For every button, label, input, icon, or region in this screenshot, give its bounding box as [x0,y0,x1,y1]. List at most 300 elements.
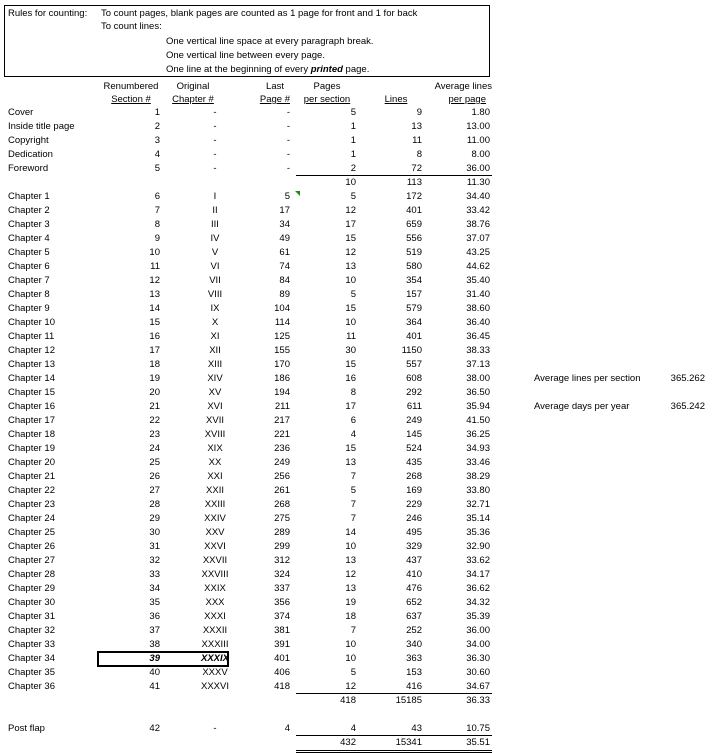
cell-pages: 7 [350,625,356,636]
cell-pages: 5 [350,485,356,496]
cell-lines: 524 [406,443,422,454]
cell-last: 374 [274,611,290,622]
cell-lines: 8 [416,149,422,160]
cell-sec: 1 [154,107,160,118]
cell-name: Chapter 33 [8,639,56,650]
cell-sec: 17 [149,345,160,356]
cell-avg: 36.50 [466,387,490,398]
cell-orig: XXV [205,527,225,538]
cell-avg: 32.71 [466,499,490,510]
cell-lines: 15341 [395,737,422,748]
header-average: Average lines per page [434,81,492,105]
cell-name: Chapter 29 [8,583,56,594]
selected-cell-range[interactable] [97,651,229,667]
cell-last: 268 [274,499,290,510]
cell-orig: - [213,121,217,132]
cell-sec: 20 [149,387,160,398]
cell-last: 114 [274,317,290,328]
cell-name: Chapter 4 [8,233,50,244]
cell-last: 194 [274,387,290,398]
header-lines: Lines [384,94,408,105]
cell-orig: XXIX [204,583,226,594]
cell-orig: - [213,163,217,174]
table-row [0,120,714,134]
cell-lines: 401 [406,205,422,216]
cell-lines: 113 [406,177,422,188]
cell-last: 17 [279,205,290,216]
cell-orig: XXXIII [201,639,229,650]
table-row [0,162,714,176]
total-rule [296,735,492,736]
table-row [0,148,714,162]
cell-pages: 1 [350,149,356,160]
cell-lines: 652 [406,597,422,608]
cell-name: Chapter 34 [8,653,56,664]
cell-pages: 15 [345,359,356,370]
cell-lines: 611 [406,401,422,412]
cell-orig: II [212,205,218,216]
cell-lines: 556 [406,233,422,244]
cell-name: Chapter 19 [8,443,56,454]
cell-pages: 5 [350,107,356,118]
cell-avg: 36.45 [466,331,490,342]
cell-pages: 7 [350,471,356,482]
cell-name: Chapter 31 [8,611,56,622]
cell-lines: 11 [412,135,422,146]
avg-days-per-year-label: Average days per year [534,401,630,412]
cell-last: - [286,163,290,174]
cell-orig: XXII [206,485,224,496]
cell-sec: 23 [149,429,160,440]
cell-orig: XXVII [202,555,228,566]
cell-last: 275 [274,513,290,524]
cell-sec: 40 [149,667,160,678]
cell-sec: 19 [149,373,160,384]
cell-orig: VI [210,261,220,272]
cell-lines: 637 [406,611,422,622]
cell-orig: XXXV [202,667,228,678]
cell-sec: 25 [149,457,160,468]
header-pages: Pages per section [303,81,351,105]
cell-sec: 39 [149,653,160,664]
cell-name: Chapter 32 [8,625,56,636]
cell-orig: VII [209,275,221,286]
table-row [0,204,714,218]
cell-name: Chapter 25 [8,527,56,538]
cell-name: Chapter 23 [8,499,56,510]
cell-avg: 1.80 [471,107,490,118]
cell-avg: 35.51 [466,737,490,748]
table-row [0,554,714,568]
table-row [0,680,714,694]
cell-orig: XXXVI [201,681,229,692]
cell-avg: 37.07 [466,233,490,244]
cell-avg: 35.36 [466,527,490,538]
cell-last: 34 [279,219,290,230]
cell-orig: XXVIII [201,569,229,580]
cell-sec: 12 [149,275,160,286]
cell-name: Chapter 15 [8,387,56,398]
cell-pages: 18 [345,611,356,622]
cell-orig: XI [210,331,220,342]
cell-lines: 1150 [401,345,422,356]
cell-pages: 6 [350,415,356,426]
cell-last: 61 [279,247,290,258]
table-row [0,540,714,554]
cell-orig: XIII [207,359,223,370]
table-row [0,512,714,526]
cell-last: 211 [274,401,290,412]
cell-lines: 579 [406,303,422,314]
cell-last: 49 [279,233,290,244]
cell-pages: 10 [345,275,356,286]
header-last-page: Last Page # [259,81,290,105]
table-row [0,358,714,372]
cell-pages: 11 [346,331,356,342]
table-row [0,106,714,120]
cell-pages: 10 [345,639,356,650]
cell-avg: 44.62 [466,261,490,272]
cell-avg: 11.30 [466,177,490,188]
cell-orig: - [213,149,217,160]
cell-last: 249 [274,457,290,468]
cell-orig: XXXIX [201,653,229,664]
cell-avg: 33.80 [466,485,490,496]
cell-name: Chapter 8 [8,289,50,300]
cell-lines: 15185 [395,695,422,706]
table-row [0,526,714,540]
cell-name: Chapter 10 [8,317,56,328]
table-row [0,176,714,190]
cell-avg: 34.40 [466,191,490,202]
cell-orig: I [213,191,217,202]
cell-pages: 13 [345,583,356,594]
cell-name: Chapter 27 [8,555,56,566]
cell-last: 337 [274,583,290,594]
cell-avg: 34.17 [466,569,490,580]
cell-last: - [286,107,290,118]
rules-line-lines: To count lines: [101,21,162,32]
cell-pages: 15 [345,303,356,314]
cell-lines: 229 [406,499,422,510]
cell-last: 261 [274,485,290,496]
cell-pages: 30 [345,345,356,356]
cell-avg: 35.14 [466,513,490,524]
cell-lines: 519 [406,247,422,258]
cell-sec: 31 [149,541,160,552]
cell-last: 4 [284,723,290,734]
table-row [0,414,714,428]
cell-avg: 11.00 [466,135,490,146]
cell-sec: 26 [149,471,160,482]
rules-line-pages: To count pages, blank pages are counted as 1 page for front and 1 for back [101,8,418,19]
cell-pages: 7 [350,499,356,510]
cell-pages: 13 [345,555,356,566]
cell-pages: 1 [350,121,356,132]
cell-name: Chapter 2 [8,205,50,216]
cell-pages: 8 [350,387,356,398]
cell-avg: 34.93 [466,443,490,454]
table-row [0,190,714,204]
cell-avg: 36.00 [466,163,490,174]
table-row [0,596,714,610]
cell-pages: 4 [350,723,356,734]
cell-lines: 153 [406,667,422,678]
table-row [0,316,714,330]
cell-lines: 72 [411,163,422,174]
cell-lines: 401 [406,331,422,342]
cell-orig: XIV [207,373,223,384]
cell-lines: 354 [406,275,422,286]
table-row [0,260,714,274]
cell-avg: 41.50 [466,415,490,426]
cell-last: - [286,135,290,146]
cell-avg: 38.76 [466,219,490,230]
cell-sec: 10 [149,247,160,258]
cell-last: - [286,121,290,132]
cell-lines: 557 [406,359,422,370]
cell-sec: 27 [149,485,160,496]
cell-lines: 495 [406,527,422,538]
cell-avg: 36.33 [466,695,490,706]
cell-last: 84 [279,275,290,286]
cell-lines: 410 [406,569,422,580]
header-original: Original Chapter # [172,81,214,105]
cell-pages: 418 [340,695,356,706]
cell-name: Foreword [8,163,49,174]
cell-lines: 252 [406,625,422,636]
cell-last: 289 [274,527,290,538]
cell-pages: 2 [350,163,356,174]
table-row [0,330,714,344]
cell-sec: 8 [154,219,160,230]
cell-pages: 12 [345,569,356,580]
cell-name: Chapter 21 [8,471,56,482]
cell-lines: 329 [406,541,422,552]
cell-sec: 2 [154,121,160,132]
cell-lines: 246 [406,513,422,524]
cell-name: Copyright [8,135,49,146]
cell-pages: 17 [345,219,356,230]
cell-lines: 364 [406,317,422,328]
cell-name: Chapter 9 [8,303,50,314]
table-row [0,582,714,596]
cell-sec: 24 [149,443,160,454]
cell-last: 356 [274,597,290,608]
cell-last: 186 [274,373,290,384]
table-row [0,568,714,582]
cell-sec: 6 [154,191,160,202]
cell-sec: 11 [150,261,160,272]
cell-lines: 608 [406,373,422,384]
cell-avg: 43.25 [466,247,490,258]
cell-pages: 12 [345,681,356,692]
cell-name: Chapter 16 [8,401,56,412]
cell-last: 74 [279,261,290,272]
cell-last: 155 [274,345,290,356]
cell-sec: 30 [149,527,160,538]
cell-name: Chapter 3 [8,219,50,230]
cell-lines: 268 [406,471,422,482]
table-row [0,428,714,442]
cell-orig: XV [208,387,222,398]
cell-name: Chapter 17 [8,415,56,426]
cell-name: Chapter 20 [8,457,56,468]
cell-sec: 7 [154,205,160,216]
cell-orig: - [213,135,217,146]
rules-label: Rules for counting: [8,8,88,19]
cell-pages: 10 [345,541,356,552]
table-row [0,624,714,638]
cell-last: 5 [284,191,290,202]
cell-orig: XVII [206,415,224,426]
table-row [0,484,714,498]
cell-sec: 34 [149,583,160,594]
total-rule [296,175,492,176]
cell-last: 401 [274,653,290,664]
cell-name: Chapter 11 [8,331,55,342]
cell-name: Cover [8,107,34,118]
cell-sec: 16 [149,331,160,342]
cell-orig: XII [209,345,221,356]
cell-name: Chapter 12 [8,345,56,356]
cell-avg: 33.62 [466,555,490,566]
cell-avg: 32.90 [466,541,490,552]
table-row [0,386,714,400]
cell-pages: 4 [350,429,356,440]
table-row [0,694,714,708]
table-row [0,736,714,750]
cell-last: 89 [279,289,290,300]
cell-lines: 169 [406,485,422,496]
cell-pages: 16 [345,373,356,384]
header-renumbered: Renumbered Section # [103,81,159,105]
cell-avg: 31.40 [466,289,490,300]
table-row [0,302,714,316]
cell-pages: 432 [340,737,356,748]
table-row [0,470,714,484]
cell-avg: 34.00 [466,639,490,650]
cell-lines: 476 [406,583,422,594]
cell-name: Chapter 6 [8,261,50,272]
table-row [0,638,714,652]
cell-lines: 363 [406,653,422,664]
cell-sec: 41 [149,681,160,692]
cell-pages: 7 [350,513,356,524]
cell-name: Chapter 24 [8,513,56,524]
cell-lines: 292 [406,387,422,398]
cell-name: Chapter 18 [8,429,56,440]
cell-last: 217 [274,415,290,426]
cell-avg: 38.00 [466,373,490,384]
cell-last: 391 [274,639,290,650]
cell-pages: 15 [345,233,356,244]
cell-last: 221 [274,429,290,440]
avg-days-per-year-value: 365.242 [670,401,705,412]
cell-avg: 34.32 [466,597,490,608]
cell-sec: 35 [149,597,160,608]
cell-avg: 34.67 [466,681,490,692]
cell-sec: 13 [149,289,160,300]
cell-pages: 5 [350,289,356,300]
cell-name: Post flap [8,723,45,734]
cell-avg: 10.75 [466,723,490,734]
rules-box [4,5,490,77]
cell-last: 299 [274,541,290,552]
cell-name: Chapter 26 [8,541,56,552]
table-row [0,442,714,456]
cell-orig: IV [210,233,220,244]
cell-avg: 36.62 [466,583,490,594]
cell-orig: XVIII [204,429,226,440]
cell-orig: - [213,723,217,734]
cell-sec: 3 [154,135,160,146]
cell-sec: 36 [149,611,160,622]
cell-orig: VIII [207,289,223,300]
cell-pages: 15 [345,443,356,454]
cell-sec: 4 [154,149,160,160]
cell-sec: 33 [149,569,160,580]
cell-name: Dedication [8,149,53,160]
cell-lines: 249 [406,415,422,426]
cell-lines: 416 [406,681,422,692]
cell-pages: 12 [345,205,356,216]
cell-sec: 32 [149,555,160,566]
cell-last: - [286,149,290,160]
cell-name: Chapter 5 [8,247,50,258]
cell-name: Chapter 36 [8,681,56,692]
cell-sec: 22 [149,415,160,426]
cell-pages: 13 [345,457,356,468]
cell-lines: 435 [406,457,422,468]
cell-orig: IX [210,303,220,314]
cell-avg: 36.30 [466,653,490,664]
cell-avg: 13.00 [466,121,490,132]
cell-sec: 29 [149,513,160,524]
cell-orig: X [211,317,219,328]
cell-avg: 33.46 [466,457,490,468]
cell-sec: 18 [149,359,160,370]
table-row [0,218,714,232]
cell-orig: XX [208,457,222,468]
cell-name: Chapter 14 [8,373,56,384]
cell-sec: 42 [149,723,160,734]
cell-lines: 580 [406,261,422,272]
cell-name: Chapter 28 [8,569,56,580]
table-row [0,288,714,302]
cell-lines: 157 [406,289,422,300]
cell-sec: 15 [149,317,160,328]
cell-pages: 13 [345,261,356,272]
table-row [0,134,714,148]
cell-avg: 36.40 [466,317,490,328]
cell-sec: 21 [149,401,160,412]
cell-orig: XXIV [204,513,226,524]
cell-orig: XXVI [204,541,226,552]
cell-orig: XXXI [204,611,226,622]
comment-indicator-icon[interactable] [295,191,300,196]
cell-avg: 38.60 [466,303,490,314]
cell-lines: 437 [406,555,422,566]
table-row [0,666,714,680]
cell-name: Chapter 13 [8,359,56,370]
cell-orig: XXI [207,471,223,482]
cell-lines: 13 [411,121,422,132]
cell-sec: 14 [149,303,160,314]
cell-orig: III [211,219,219,230]
cell-orig: XIX [207,443,223,454]
cell-last: 324 [274,569,290,580]
